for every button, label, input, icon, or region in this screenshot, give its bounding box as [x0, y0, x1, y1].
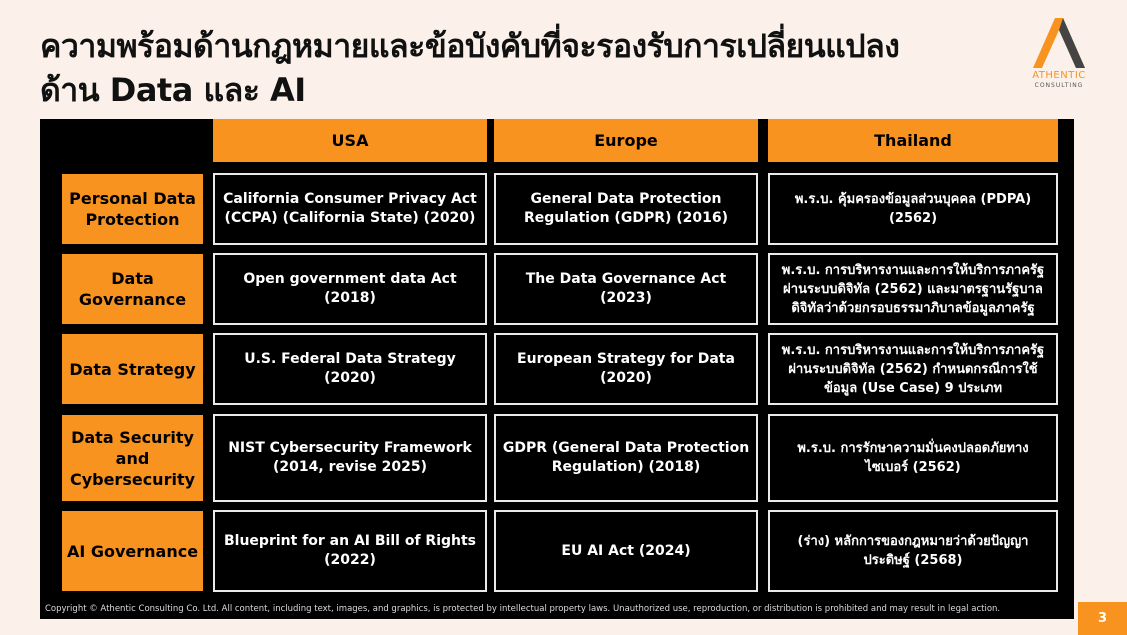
cell-data-security-thailand: พ.ร.บ. การรักษาความมั่นคงปลอดภัยทางไซเบอร์ (2562)	[768, 414, 1058, 502]
slide-title-line1: ความพร้อมด้านกฎหมายและข้อบังคับที่จะรองรับการเปลี่ยนแปลง	[40, 27, 900, 65]
copyright-notice: Copyright © Athentic Consulting Co. Ltd. All content, including text, images, and graphics, is protected by intellectual property laws. Unauthorized use, reproduction, or distribution is prohibited and may result in legal action.	[45, 604, 1001, 614]
logo-name: ATHENTIC	[1032, 70, 1086, 81]
cell-data-governance-usa: Open government data Act (2018)	[213, 253, 487, 325]
cell-data-strategy-thailand: พ.ร.บ. การบริหารงานและการให้บริการภาครัฐผ่านระบบดิจิทัล (2562) กำหนดกรณีการใช้ข้อมูล (Use Case) 9 ประเภท	[768, 333, 1058, 405]
cell-data-security-europe: GDPR (General Data Protection Regulation) (2018)	[494, 414, 758, 502]
cell-data-strategy-europe: European Strategy for Data (2020)	[494, 333, 758, 405]
cell-data-governance-thailand: พ.ร.บ. การบริหารงานและการให้บริการภาครัฐผ่านระบบดิจิทัล (2562) และมาตรฐานรัฐบาลดิจิทัลว่าด้วยกรอบธรรมาภิบาลข้อมูลภาครัฐ	[768, 253, 1058, 325]
row-label-data-security: Data Security and Cybersecurity	[62, 415, 203, 501]
row-label-data-strategy: Data Strategy	[62, 334, 203, 404]
row-label-personal-data: Personal Data Protection	[62, 174, 203, 244]
logo-subtitle: CONSULTING	[1034, 82, 1084, 89]
cell-data-strategy-usa: U.S. Federal Data Strategy (2020)	[213, 333, 487, 405]
page-number: 3	[1078, 602, 1127, 635]
column-header-thailand: Thailand	[768, 119, 1058, 162]
cell-data-governance-europe: The Data Governance Act (2023)	[494, 253, 758, 325]
slide-title-line2: ด้าน Data และ AI	[40, 71, 306, 109]
column-header-europe: Europe	[494, 119, 758, 162]
cell-personal-data-thailand: พ.ร.บ. คุ้มครองข้อมูลส่วนบุคคล (PDPA) (2562)	[768, 173, 1058, 245]
cell-ai-governance-usa: Blueprint for an AI Bill of Rights (2022)	[213, 510, 487, 592]
cell-ai-governance-thailand: (ร่าง) หลักการของกฎหมายว่าด้วยปัญญาประดิษฐ์ (2568)	[768, 510, 1058, 592]
athentic-logo	[1026, 18, 1092, 90]
row-label-ai-governance: AI Governance	[62, 511, 203, 591]
cell-data-security-usa: NIST Cybersecurity Framework (2014, revise 2025)	[213, 414, 487, 502]
column-header-usa: USA	[213, 119, 487, 162]
athentic-a-icon	[1033, 18, 1085, 68]
comparison-table	[40, 119, 1074, 619]
cell-personal-data-europe: General Data Protection Regulation (GDPR) (2016)	[494, 173, 758, 245]
slide-title	[40, 24, 1030, 112]
cell-ai-governance-europe: EU AI Act (2024)	[494, 510, 758, 592]
row-label-data-governance: Data Governance	[62, 254, 203, 324]
cell-personal-data-usa: California Consumer Privacy Act (CCPA) (California State) (2020)	[213, 173, 487, 245]
